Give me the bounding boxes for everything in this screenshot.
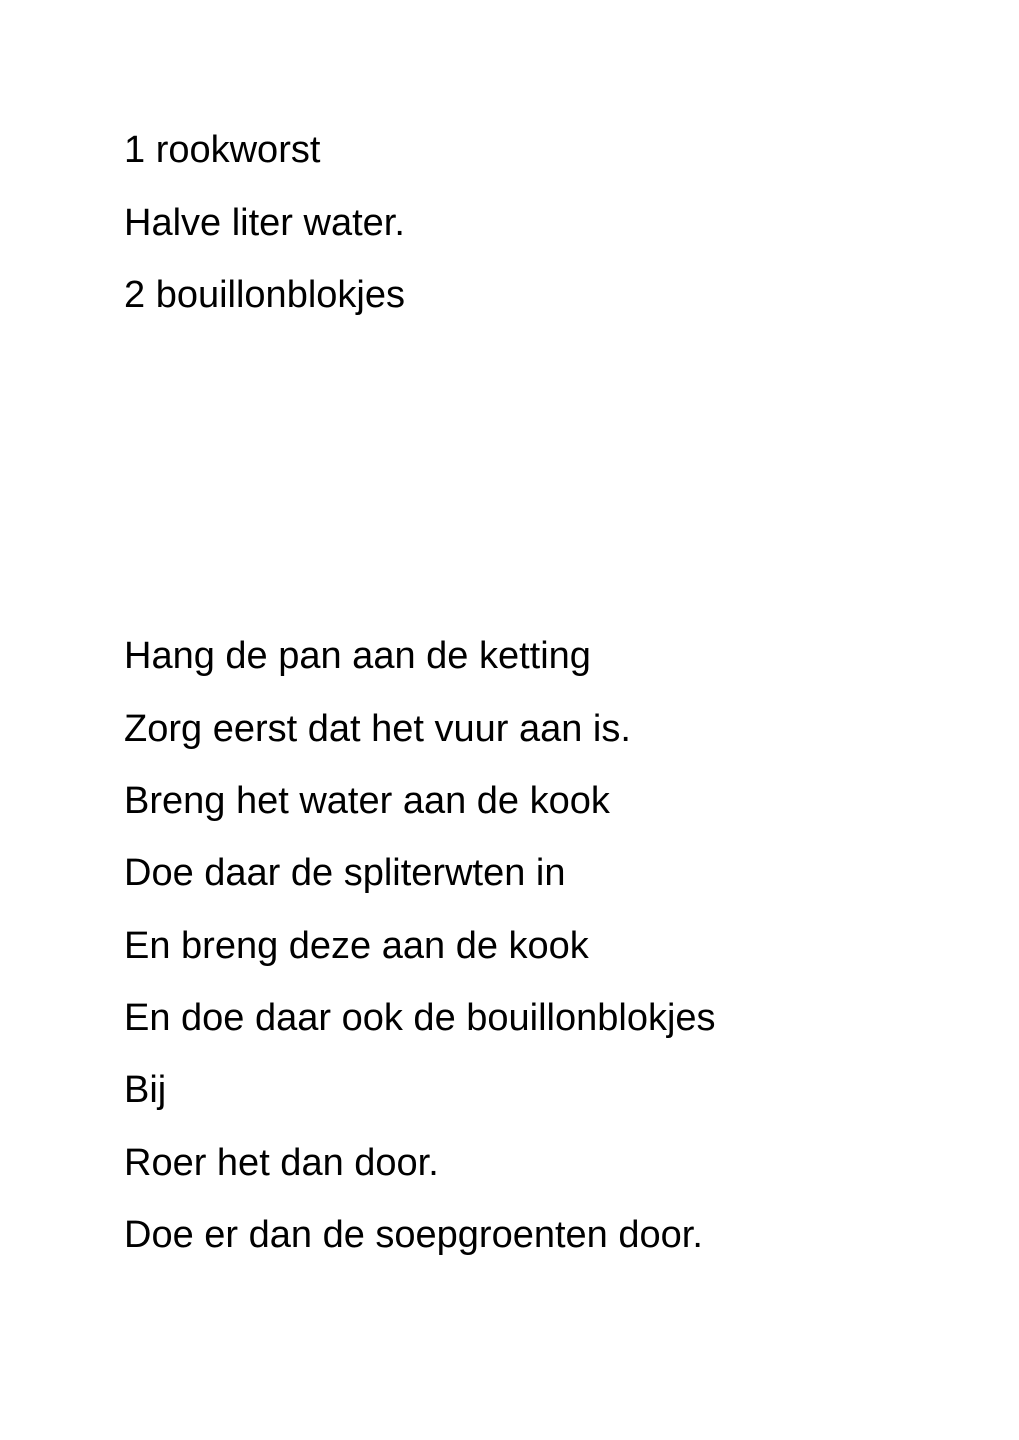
step-line: Zorg eerst dat het vuur aan is. <box>124 708 631 750</box>
ingredient-line: 2 bouillonblokjes <box>124 274 405 316</box>
ingredient-line: Halve liter water. <box>124 202 405 244</box>
ingredient-line: 1 rookworst <box>124 129 321 171</box>
step-line: Hang de pan aan de ketting <box>124 635 591 677</box>
step-line: Bij <box>124 1069 167 1111</box>
step-line: Breng het water aan de kook <box>124 780 610 822</box>
step-line: En doe daar ook de bouillonblokjes <box>124 997 716 1039</box>
step-line: En breng deze aan de kook <box>124 925 589 967</box>
step-line: Doe er dan de soepgroenten door. <box>124 1214 703 1256</box>
step-line: Roer het dan door. <box>124 1142 439 1184</box>
step-line: Doe daar de spliterwten in <box>124 852 566 894</box>
